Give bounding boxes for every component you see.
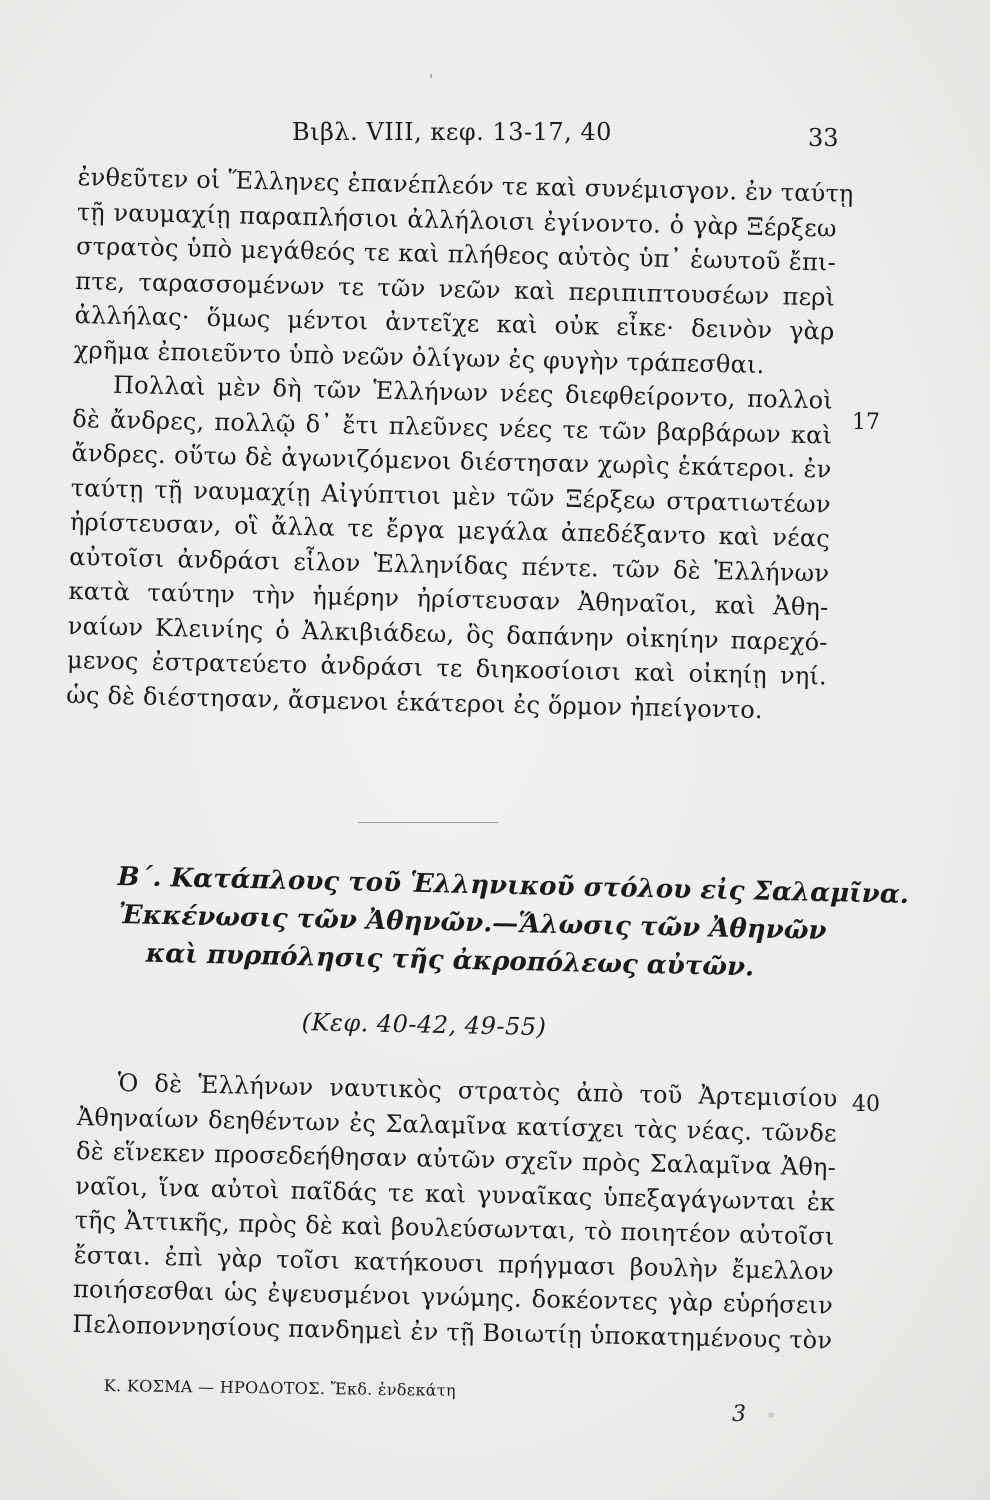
section-divider <box>358 822 498 823</box>
text-line: πτε, ταρασσομένων τε τῶν νεῶν καὶ περιπιπτουσέων περὶ <box>75 266 836 312</box>
text-line: ναῖοι, ἵνα αὐτοὶ παῖδάς τε καὶ γυναῖκας ὑπεξαγάγωνται ἐκ <box>75 1171 836 1217</box>
text-line: ἠρίστευσαν, οἳ ἄλλα τε ἔργα μεγάλα ἀπεδέξαντο καὶ νέας <box>69 507 831 553</box>
section-heading-line: Ἐκκένωσις τῶν Ἀθηνῶν.—Ἅλωσις τῶν Ἀθηνῶν <box>118 900 827 947</box>
text-line: μενος ἐστρατεύετο ἀνδράσι τε διηκοσίοισι καὶ οἰκηίῃ νηί. <box>66 645 828 691</box>
text-line: ἐνθεῦτεν οἱ Ἕλληνες ἐπανέπλεόν τε καὶ συνέμισγον. ἐν ταύτῃ <box>77 162 854 208</box>
text-line: ὡς δὲ διέστησαν, ἄσμενοι ἑκάτεροι ἐς ὅρμον ἠπείγοντο. <box>66 680 764 724</box>
text-line: τῆς Ἀττικῆς, πρὸς δὲ καὶ βουλεύσωνται, τὸ ποιητέον αὐτοῖσι <box>74 1205 835 1251</box>
footer-imprint: Κ. ΚΟΣΜΑ — ΗΡΟΔΟΤΟΣ. Ἔκδ. ἑνδεκάτη <box>103 1376 456 1400</box>
margin-chapter-number: 40 <box>852 1092 880 1117</box>
section-heading-line: καὶ πυρπόλησις τῆς ἀκροπόλεως αὐτῶν. <box>145 938 755 983</box>
print-speck <box>768 1412 774 1418</box>
text-line: ἀλλήλας· ὅμως μέντοι ἀντεῖχε καὶ οὐκ εἶκε· δεινὸν γὰρ <box>74 300 835 346</box>
section-heading <box>115 858 910 988</box>
text-block-lower <box>72 1065 838 1358</box>
margin-chapter-number: 17 <box>852 410 880 435</box>
text-line: ἔσται. ἐπὶ γὰρ τοῖσι κατήκουσι πρήγμασι βουλὴν ἔμελλον <box>73 1240 834 1286</box>
text-line: ταύτῃ τῇ ναυμαχίῃ Αἰγύπτιοι μὲν τῶν Ξέρξεω στρατιωτέων <box>70 473 831 518</box>
text-line: αὐτοῖσι ἀνδράσι εἷλον Ἑλληνίδας πέντε. τῶν δὲ Ἑλλήνων <box>69 542 830 587</box>
text-line: στρατὸς ὑπὸ μεγάθεός τε καὶ πλήθεος αὐτὸς ὑπ᾽ ἑωυτοῦ ἔπι- <box>75 231 837 277</box>
text-line: Πελοποννησίους πανδημεὶ ἐν τῇ Βοιωτίῃ ὑποκατημένους τὸν <box>72 1309 833 1355</box>
text-line: Ἀθηναίων δεηθέντων ἐς Σαλαμῖνα κατίσχει τὰς νέας. τῶνδε <box>76 1102 838 1148</box>
running-title: Βιβλ. VIII, κεφ. 13-17, 40 <box>292 118 612 146</box>
text-line: ναίων Κλεινίης ὁ Ἀλκιβιάδεω, ὃς δαπάνην οἰκηίην παρεχό- <box>67 611 828 656</box>
text-line: ἄνδρες. οὕτω δὲ ἀγωνιζόμενοι διέστησαν χωρὶς ἑκάτεροι. ἐν <box>71 438 832 484</box>
signature-mark: 3 <box>732 1402 746 1427</box>
text-block-upper <box>66 160 854 728</box>
text-line: τῇ ναυμαχίῃ παραπλήσιοι ἀλλήλοισι ἐγίνοντο. ὁ γὰρ Ξέρξεω <box>76 197 838 243</box>
chapter-reference: (Κεφ. 40-42, 49-55) <box>301 1008 547 1042</box>
text-line: κατὰ ταύτην τὴν ἡμέρην ἠρίστευσαν Ἀθηναῖοι, καὶ Ἀθη- <box>68 576 829 622</box>
page-number: 33 <box>808 124 839 152</box>
text-line: Πολλαὶ μὲν δὴ τῶν Ἑλλήνων νέες διεφθείροντο, πολλοὶ <box>112 370 834 415</box>
text-line: χρῆμα ἐποιεῦντο ὑπὸ νεῶν ὀλίγων ἐς φυγὴν τράπεσθαι. <box>73 335 765 379</box>
section-heading-line: Β΄. Κατάπλους τοῦ Ἑλληνικοῦ στόλου εἰς Σαλαμῖνα. <box>117 861 910 910</box>
text-line: ποιήσεσθαι ὡς ἐψευσμένοι γνώμης. δοκέοντες γὰρ εὑρήσειν <box>72 1274 834 1320</box>
print-speck <box>430 74 432 78</box>
text-line: Ὁ δὲ Ἑλλήνων ναυτικὸς στρατὸς ἀπὸ τοῦ Ἀρτεμισίου <box>117 1068 838 1113</box>
text-line: δὲ εἵνεκεν προσεδεήθησαν αὐτῶν σχεῖν πρὸς Σαλαμῖνα Ἀθη- <box>75 1136 837 1182</box>
text-line: δὲ ἄνδρες, πολλῷ δ᾽ ἔτι πλεῦνες νέες τε τῶν βαρβάρων καὶ <box>72 404 833 450</box>
